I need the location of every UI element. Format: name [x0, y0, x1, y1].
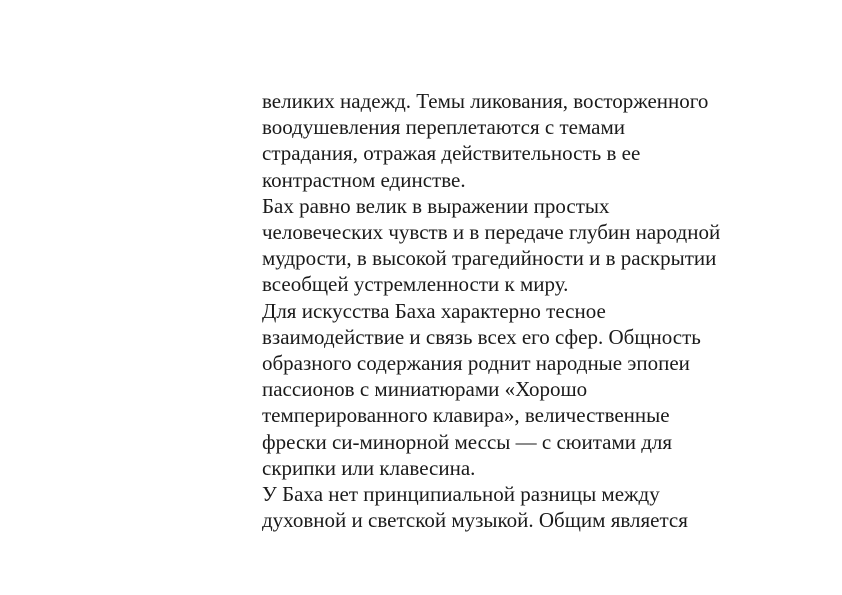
- text-line: образного содержания роднит народные эпопеи: [262, 351, 690, 376]
- text-line: У Баха нет принципиальной разницы между: [262, 482, 660, 507]
- text-line: всеобщей устремленности к миру.: [262, 272, 569, 297]
- text-line: духовной и светской музыкой. Общим является: [262, 508, 688, 533]
- text-line: взаимодействие и связь всех его сфер. Общность: [262, 324, 701, 349]
- body-text: [262, 88, 762, 533]
- text-line: человеческих чувств и в передаче глубин народной: [262, 220, 721, 245]
- text-line: темперированного клавира», величественные: [262, 403, 670, 428]
- text-line: Для искусства Баха характерно тесное: [262, 298, 606, 323]
- text-line: воодушевления переплетаются с темами: [262, 115, 625, 140]
- text-line: Бах равно велик в выражении простых: [262, 193, 610, 218]
- text-line: мудрости, в высокой трагедийности и в раскрытии: [262, 246, 717, 271]
- text-line: контрастном единстве.: [262, 167, 466, 192]
- text-line: великих надежд. Темы ликования, восторженного: [262, 89, 709, 113]
- text-line: фрески си-минорной мессы — с сюитами для: [262, 429, 673, 454]
- text-line: страдания, отражая действительность в ее: [262, 141, 641, 166]
- text-line: пассионов с миниатюрами «Хорошо: [262, 377, 588, 402]
- text-line: скрипки или клавесина.: [262, 455, 476, 480]
